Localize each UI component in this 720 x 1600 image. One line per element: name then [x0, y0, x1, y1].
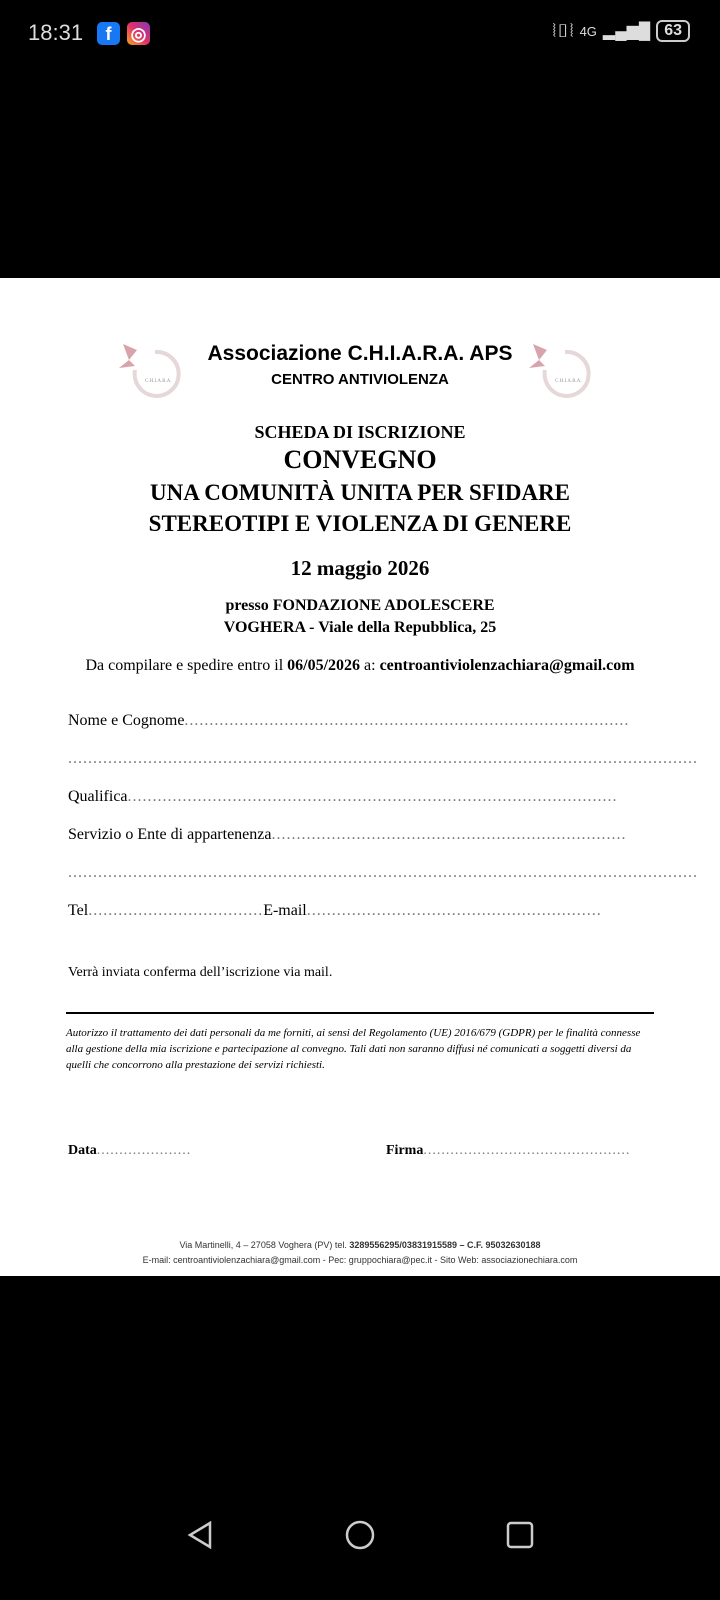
- instagram-icon: ◎: [127, 22, 150, 45]
- event-type: CONVEGNO: [283, 445, 437, 474]
- signature-field: Firma..............................................: [386, 1143, 631, 1158]
- event-title-line2: STEREOTIPI E VIOLENZA DI GENERE: [148, 511, 572, 536]
- date-field: Data.....................: [68, 1143, 192, 1158]
- instructions: [0, 657, 720, 675]
- field-label: Tel: [68, 902, 89, 919]
- svg-text:C.H.I.A.R.A.: C.H.I.A.R.A.: [145, 379, 172, 384]
- footer-text: Via Martinelli, 4 – 27058 Voghera (PV) tel.: [179, 1240, 350, 1250]
- back-icon[interactable]: [185, 1520, 215, 1550]
- svg-text:C.H.I.A.R.A.: C.H.I.A.R.A.: [555, 379, 582, 384]
- confirmation-note: Verrà inviata conferma dell’iscrizione via mail.: [68, 965, 333, 980]
- status-bar: [0, 0, 720, 70]
- field-label: Data: [68, 1143, 97, 1158]
- divider: [66, 1012, 654, 1014]
- system-icons: [552, 20, 690, 42]
- vibrate-icon: ⦚▯⦚: [552, 20, 574, 41]
- clock: 18:31: [28, 20, 84, 45]
- footer-contacts: E-mail: centroantiviolenzachiara@gmail.com - Pec: gruppochiara@pec.it - Sito Web: associazionechiara.com: [142, 1255, 578, 1265]
- event-title-line1: UNA COMUNITÀ UNITA PER SFIDARE: [150, 480, 570, 505]
- field-ente: Servizio o Ente di appartenenza.......................................................................: [68, 826, 627, 843]
- field-name-line2: ..............................................................................................................................: [68, 750, 698, 767]
- footer-phone: 3289556295/03831915589 – C.F. 95032630188: [349, 1240, 541, 1250]
- signal-icon: ▂▄▆█: [602, 23, 651, 40]
- recents-icon[interactable]: [505, 1520, 535, 1550]
- venue-line1: presso FONDAZIONE ADOLESCERE: [225, 597, 495, 614]
- instr-text: Da compilare e spedire entro il: [85, 657, 288, 674]
- field-label: E-mail: [263, 902, 307, 919]
- navigation-bar: [0, 1470, 720, 1600]
- contact-email: centroantiviolenzachiara@gmail.com: [379, 657, 635, 674]
- event-date: 12 maggio 2026: [290, 556, 430, 580]
- field-label: Servizio o Ente di appartenenza: [68, 826, 272, 843]
- facebook-icon: f: [97, 22, 120, 45]
- field-ente-line2: ..............................................................................................................................: [68, 864, 698, 881]
- field-label: Qualifica: [68, 788, 128, 805]
- form-title: SCHEDA DI ISCRIZIONE: [254, 422, 466, 442]
- footer-address: [0, 1240, 720, 1250]
- instr-text: a:: [360, 657, 380, 674]
- field-qualifica: Qualifica..................................................................................................: [68, 788, 618, 805]
- deadline: 06/05/2026: [287, 657, 361, 674]
- venue-line2: VOGHERA - Viale della Repubblica, 25: [223, 619, 497, 636]
- privacy-consent: Autorizzo il trattamento dei dati personali da me forniti, ai sensi del Regolamento (UE) 2016/679 (GDPR) per le finalità connesse alla gestione della mia iscrizione e partecipazione al convegno. Tali dati non saranno diffusi né comunicati a soggetti diversi da quelli che concorrono alla prestazione dei servizi richiesti.: [66, 1027, 641, 1071]
- network-type: 4G: [579, 23, 597, 39]
- field-label: Firma: [386, 1143, 424, 1158]
- home-icon[interactable]: [344, 1519, 376, 1551]
- battery-icon: 63: [656, 20, 690, 42]
- field-label: Nome e Cognome: [68, 712, 185, 729]
- field-tel-email: Tel...................................E-mail...........................................................: [68, 902, 602, 919]
- field-name: Nome e Cognome.........................................................................................: [68, 712, 630, 729]
- org-subtitle: CENTRO ANTIVIOLENZA: [271, 371, 449, 388]
- org-name: Associazione C.H.I.A.R.A. APS: [207, 342, 513, 365]
